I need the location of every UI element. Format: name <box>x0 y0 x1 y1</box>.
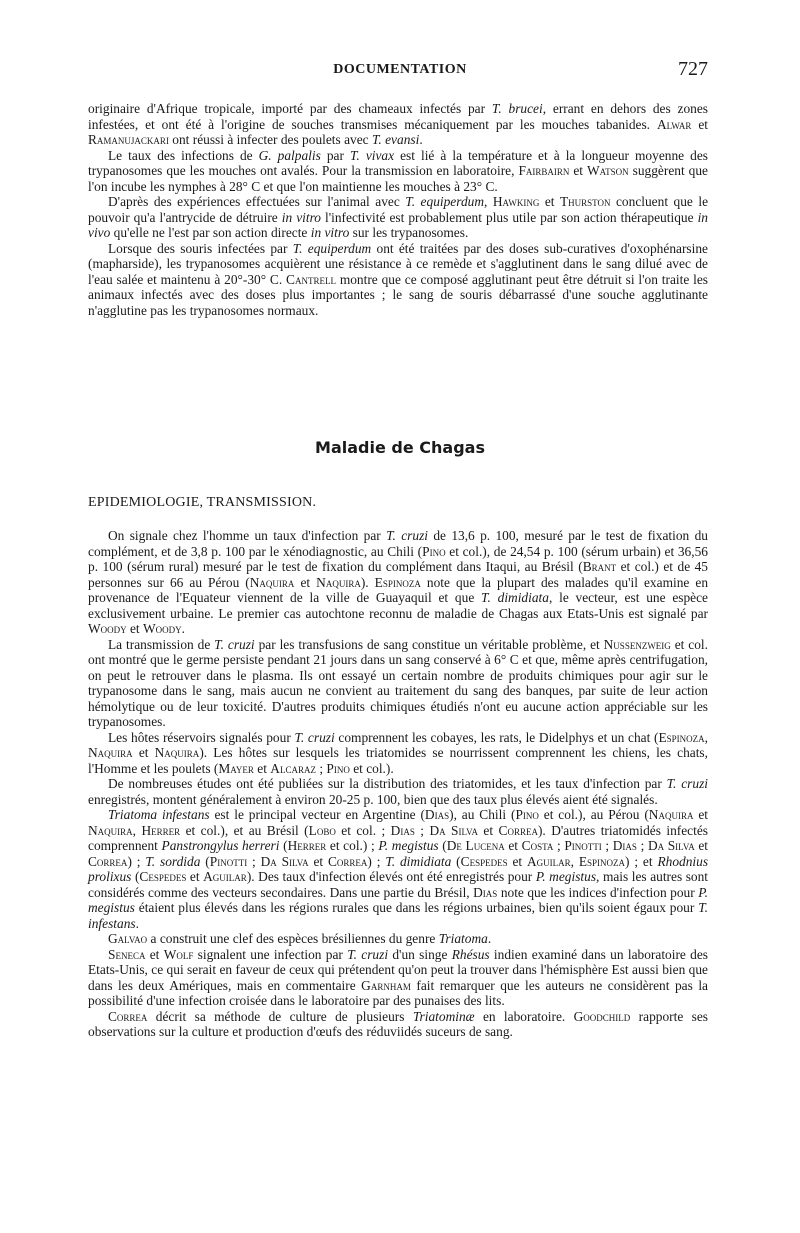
text-run: ) ; <box>367 853 386 869</box>
text-run: On signale chez l'homme un taux d'infection par <box>108 528 387 543</box>
text-run: décrit sa méthode de culture de plusieurs <box>147 1008 413 1024</box>
text-run: et <box>132 745 155 760</box>
text-run: ; <box>315 760 327 776</box>
author-name: Cespedes <box>139 869 187 884</box>
text-run: , <box>484 194 493 209</box>
text-run: ). Des taux d'infection élevés ont été enregistrés pour <box>246 869 536 884</box>
italic-term: T. equiperdum <box>405 194 485 209</box>
author-name: Pinotti <box>209 853 248 869</box>
author-name: Thurston <box>559 194 611 209</box>
text-run: ( <box>200 853 210 869</box>
author-name: Espinoza, Naquira <box>88 729 708 760</box>
text-run: et col.), et au Brésil ( <box>180 822 309 838</box>
italic-term: Triatoma infestans <box>108 807 210 822</box>
text-run: , le vecteur, est une espèce exclusivement urbaine. Le premier cas autochtone reconnu de maladie de Chagas aux Etats-Unis est signalé par <box>88 590 708 621</box>
text-run: ), au Chili ( <box>449 807 516 822</box>
author-name: Dias <box>473 884 498 900</box>
text-run: . <box>135 915 139 931</box>
text-run: , mais les autres sont considérés comme des vecteurs secondaires. Dans une partie du Brésil, <box>88 869 709 900</box>
text-run: et <box>694 838 708 853</box>
author-name: Cantrell <box>286 271 336 287</box>
paragraph <box>88 148 708 195</box>
text-run: comprennent les cobayes, les rats, le Didelphys et un chat ( <box>334 729 659 745</box>
text-run: et <box>507 853 527 869</box>
paragraph <box>88 241 708 319</box>
author-name: Fairbairn <box>518 163 570 178</box>
italic-term: Triatominæ <box>412 1008 475 1024</box>
text-run: ( <box>451 853 461 869</box>
author-name: Costa <box>521 838 554 853</box>
italic-term: T. vivax <box>349 147 395 163</box>
text-run: et <box>478 822 499 838</box>
text-run: et <box>186 869 204 884</box>
italic-term: T. cruzi <box>347 946 389 962</box>
text-run: par <box>320 147 350 163</box>
running-header <box>92 58 708 86</box>
author-name: Hawking <box>492 194 540 209</box>
author-name: Lobo <box>308 822 336 838</box>
author-name: Naquira <box>648 807 694 822</box>
text-run: , <box>132 822 142 838</box>
text-run: et col.). <box>349 760 394 776</box>
italic-term: G. palpalis <box>258 147 321 163</box>
text-run: est le principal vecteur en Argentine ( <box>209 807 425 822</box>
text-run: suggèrent que l'on incube les nymphes à 28° C et que l'on maintienne les mouches à 23° C. <box>88 163 708 194</box>
text-run: de 13,6 p. 100, mesuré par le test de fixation du complément, et de 3,8 p. 100 par le xénodiagnostic, au Chili ( <box>88 528 708 559</box>
paragraph <box>88 730 708 777</box>
text-run: ( <box>279 838 288 853</box>
text-run: enregistrés, montent généralement à environ 20-25 p. 100, bien que des taux plus élevés aient été signalés. <box>88 791 658 807</box>
italic-term: T. cruzi <box>294 729 335 745</box>
paragraph <box>88 947 708 1009</box>
text-run: et <box>569 163 587 178</box>
text-run: Lorsque des souris infectées par <box>108 240 293 256</box>
text-run: ( <box>438 838 447 853</box>
italic-term: T. infestans <box>88 900 708 931</box>
author-name: Correa <box>88 853 128 869</box>
text-run: montre que ce composé agglutinant peut être détruit si l'on traite les animaux infectés avec des doses plus importantes ; le sang de souris débarrassé d'une souche agglutinante n'agglutine pas les trypanosomes normaux. <box>88 271 708 318</box>
text-run: ). D'autres triatomidés infectés comprennent <box>88 822 709 853</box>
author-name: Correa <box>108 1008 148 1024</box>
italic-term: T. evansi <box>371 132 420 147</box>
text-run: concluent que le pouvoir qu'a l'antrycide de détruire <box>88 194 709 225</box>
author-name: Dias <box>612 838 637 853</box>
top-text-block <box>88 101 708 318</box>
paragraph <box>88 931 708 947</box>
text-run: rapporte ses observations sur la culture et production d'œufs des réduviidés suceurs de sang. <box>88 1008 708 1039</box>
italic-term: P. megistus <box>88 884 708 915</box>
author-name: Seneca <box>108 946 146 962</box>
text-run: ; <box>414 822 430 838</box>
paragraph <box>88 776 708 807</box>
author-name: Naquira <box>88 822 133 838</box>
text-run: De nombreuses études ont été publiées sur la distribution des triatomides, et les taux d'infection par <box>108 776 667 791</box>
italic-term: T. equiperdum <box>292 240 372 256</box>
author-name: Wolf <box>163 946 194 962</box>
text-run: ont réussi à infecter des poulets avec <box>168 132 372 147</box>
text-run: ; <box>636 838 648 853</box>
text-run: originaire d'Afrique tropicale, importé par des chameaux infectés par <box>88 101 492 116</box>
text-run: et <box>253 760 271 776</box>
text-run: par les transfusions de sang constitue un véritable problème, et <box>254 636 604 652</box>
paragraph <box>88 101 708 148</box>
author-name: Goodchild <box>573 1008 631 1024</box>
text-run: a construit une clef des espèces brésiliennes du genre <box>147 931 439 946</box>
italic-term: Rhodnius prolixus <box>88 853 709 884</box>
author-name: Naquira <box>316 574 361 590</box>
text-run: , errant en dehors des zones infestées, et ont été à l'origine de souches transmises mécaniquement par les mouches tabanides. <box>88 101 709 132</box>
author-name: Correa <box>327 853 368 869</box>
paragraph <box>88 1009 708 1040</box>
text-run: signalent une infection par <box>193 946 348 962</box>
text-run: et <box>539 194 560 209</box>
italic-term: T. dimidiata <box>481 590 549 605</box>
italic-term: in vivo <box>88 209 708 240</box>
text-run: et col.) et de 45 personnes sur 66 au Pérou ( <box>88 559 709 590</box>
italic-term: T. cruzi <box>214 636 255 652</box>
author-name: Woody <box>143 621 182 636</box>
text-run: sur les trypanosomes. <box>349 225 469 240</box>
author-name: Alcaraz <box>270 760 316 776</box>
author-name: Nussenzweig <box>603 636 671 652</box>
text-run: D'après des expériences effectuées sur l'animal avec <box>108 194 406 209</box>
page-number: 727 <box>678 58 708 80</box>
author-name: Da Silva <box>260 853 309 869</box>
text-run: et <box>308 853 328 869</box>
author-name: Aguilar, Espinoza <box>526 853 626 869</box>
text-run: et <box>691 116 708 132</box>
text-run: Les hôtes réservoirs signalés pour <box>108 729 295 745</box>
author-name: Dias <box>390 822 415 838</box>
text-run: . <box>487 931 492 946</box>
text-run: Le taux des infections de <box>108 147 259 163</box>
author-name: Pino <box>422 543 446 559</box>
author-name: Pino <box>326 760 350 776</box>
text-run: et <box>693 807 708 822</box>
text-run: . <box>419 132 423 147</box>
author-name: Pinotti <box>564 838 602 853</box>
text-run: étaient plus élevés dans les régions rurales que dans les régions urbaines, bien qu'ils soient égaux pour <box>134 900 699 915</box>
text-run: note que les indices d'infection pour <box>497 884 699 900</box>
text-run: ( <box>131 869 140 884</box>
author-name: Da Silva <box>429 822 478 838</box>
author-name: Correa <box>498 822 538 838</box>
italic-term: T. cruzi <box>386 528 428 543</box>
italic-term: Panstrongylus herreri <box>161 838 280 853</box>
author-name: Brant <box>582 559 617 574</box>
italic-term: T. sordida <box>145 853 201 869</box>
text-run: et <box>294 574 317 590</box>
text-run: ; <box>601 838 613 853</box>
author-name: Herrer <box>287 838 327 853</box>
italic-term: Triatoma <box>438 931 488 946</box>
text-run: . <box>181 621 185 636</box>
text-run: qu'elle ne l'est par son action directe <box>110 225 311 240</box>
text-run: et col.), au Pérou ( <box>538 807 649 822</box>
author-name: Da Silva <box>647 838 695 853</box>
text-run: ) ; et <box>625 853 658 869</box>
text-run: ). Les hôtes sur lesquels les triatomides se nourrissent comprennent les chiens, les chats, l'Homme et les poulets ( <box>88 745 708 776</box>
author-name: Mayer <box>218 760 254 776</box>
text-run: l'infectivité est probablement plus utile par son action thérapeutique <box>320 209 698 225</box>
italic-term: P. megistus <box>535 869 597 884</box>
text-run: ; <box>247 853 261 869</box>
paragraph <box>88 528 708 637</box>
text-run: ). <box>360 574 375 590</box>
italic-term: T. cruzi <box>666 776 708 791</box>
text-run: ont été traitées par des doses sub-curatives d'oxophénarsine (mapharside), les trypanosomes acquièrent une résistance à ce remède et s'agglutinent dans le sang dilué avec de l'eau salée et maintenu à 20°-30° C. <box>88 240 708 287</box>
paragraph <box>88 807 708 931</box>
text-run: et <box>504 838 522 853</box>
text-run: indien examiné dans un laboratoire des Etats-Unis, ce qui serait en faveur de ceux qui prétendent qu'on peut la trouver dans l'hémisphère Est aussi bien que dans les deux Amériques, mais en commentaire <box>88 946 708 993</box>
italic-term: in vitro <box>310 225 350 240</box>
text-run: et col. ; <box>335 822 391 838</box>
text-run: et col.), de 24,54 p. 100 (sérum urbain) et 36,56 p. 100 (sérum rural) mesuré par le test de fixation du complément dans Itaqui, au Brésil ( <box>88 543 708 574</box>
author-name: Cespedes <box>460 853 508 869</box>
text-run: ; <box>553 838 565 853</box>
section-heading: Maladie de Chagas <box>315 438 485 457</box>
author-name: Espinoza <box>374 574 421 590</box>
author-name: Naquira <box>154 745 200 760</box>
paragraph <box>88 637 708 730</box>
italic-term: T. dimidiata <box>385 853 452 869</box>
author-name: Dias <box>424 807 450 822</box>
author-name: Ramanujackari <box>88 132 169 147</box>
italic-term: T. brucei <box>491 101 543 116</box>
author-name: Alwar <box>656 116 692 132</box>
author-name: Woody <box>88 621 127 636</box>
author-name: Galvao <box>108 931 148 946</box>
section-subheading: EPIDEMIOLOGIE, TRANSMISSION. <box>88 495 317 510</box>
text-run: est lié à la température et à la longueur moyenne des trypanosomes que les mouches ont avalés. Pour la transmission en laboratoire, <box>88 147 708 178</box>
text-run: en laboratoire. <box>474 1008 574 1024</box>
text-run: et col.) ; <box>326 838 379 853</box>
text-run: fait remarquer que les auteurs ne considèrent pas la possibilité d'une infection croisée dans le laboratoire par des punaises des lits. <box>88 977 708 1008</box>
text-run: et <box>126 621 143 636</box>
author-name: Aguilar <box>203 869 247 884</box>
text-run: La transmission de <box>108 636 215 652</box>
text-run: d'un singe <box>388 946 452 962</box>
author-name: De Lucena <box>446 838 505 853</box>
paragraph <box>88 194 708 241</box>
text-run: et col. ont montré que le germe persiste pendant 21 jours dans un sang conservé à 6° C et que, même après centrifugation, on peut le retrouver dans le plasma. Ils ont essayé un certain nombre de produits chimiques pour agir sur le trypanosome dans le sang, mais aucun ne convient au traitement du sang des banques, par suite de leur action hémolytique ou de leur toxicité. D'autres produits chimiques étudiés n'ont eu aucune action appréciable sur les trypanosomes. <box>88 636 708 729</box>
author-name: Herrer <box>141 822 181 838</box>
author-name: Garnham <box>361 977 411 993</box>
text-run: ) ; <box>127 853 146 869</box>
text-run: et <box>145 946 164 962</box>
italic-term: Rhésus <box>451 946 490 962</box>
running-title: DOCUMENTATION <box>333 62 467 77</box>
italic-term: in vitro <box>281 209 321 225</box>
chagas-text-block <box>88 528 708 1040</box>
author-name: Pino <box>515 807 539 822</box>
text-run: note que la plupart des malades qu'il examine en provenance de l'Equateur viennent de la ville de Guayaquil et que <box>88 574 709 605</box>
author-name: Watson <box>587 163 629 178</box>
italic-term: P. megistus <box>378 838 439 853</box>
author-name: Naquira <box>249 574 295 590</box>
